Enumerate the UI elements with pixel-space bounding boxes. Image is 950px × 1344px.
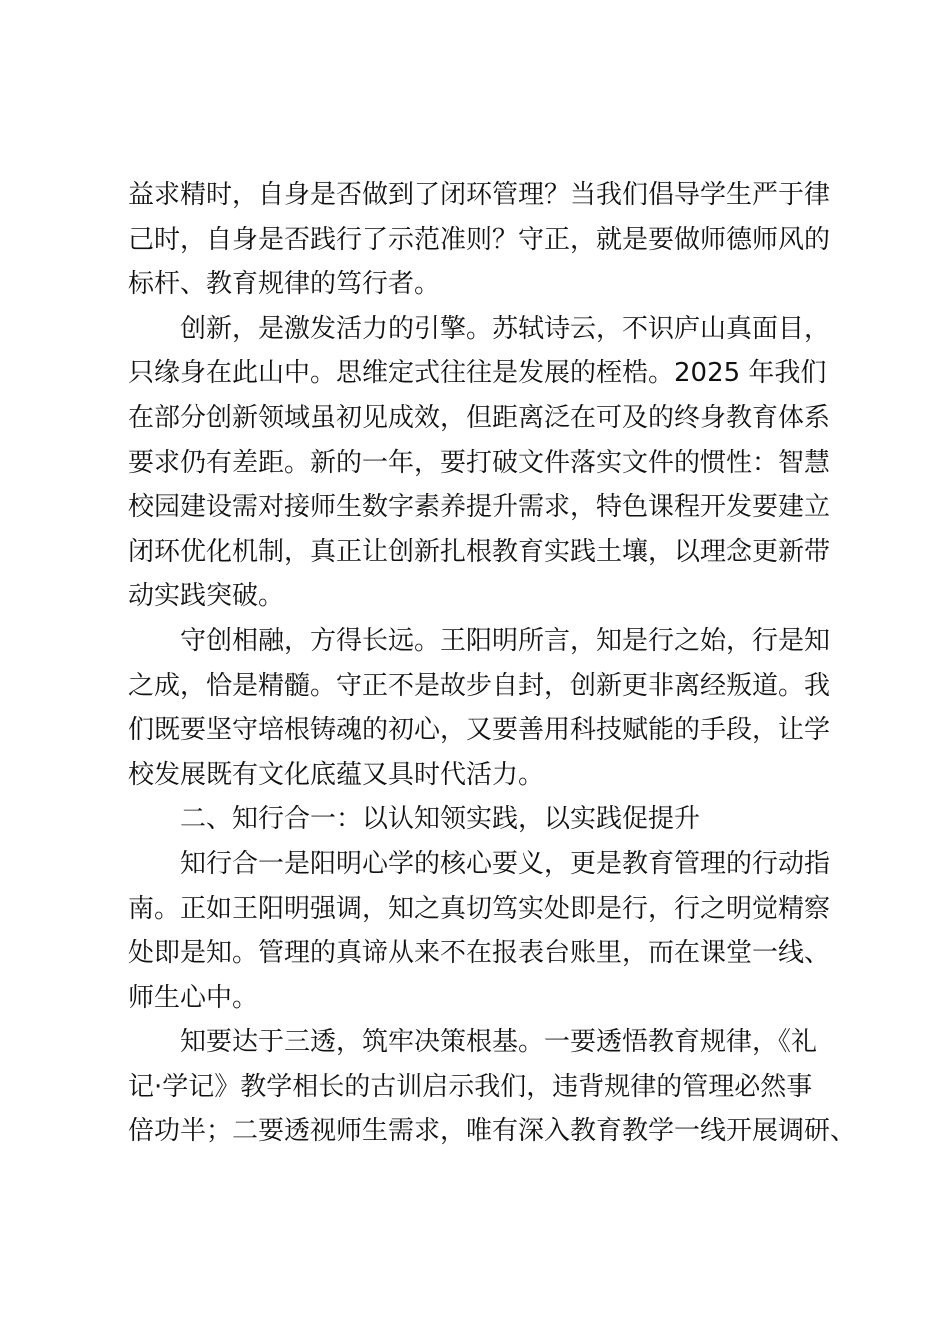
text-line: 校发展既有文化底蕴又具时代活力。 bbox=[128, 759, 545, 790]
text-line: 只缘身在此山中。思维定式往往是发展的桎梏。2025 年我们 bbox=[128, 358, 827, 389]
document-body bbox=[128, 173, 857, 1154]
text-line: 二、知行合一：以认知领实践，以实践促提升 bbox=[180, 804, 701, 835]
text-line: 标杆、教育规律的笃行者。 bbox=[128, 269, 441, 300]
text-line: 在部分创新领域虽初见成效，但距离泛在可及的终身教育体系 bbox=[128, 402, 831, 433]
text-line: 要求仍有差距。新的一年，要打破文件落实文件的惯性：智慧 bbox=[128, 447, 831, 478]
text-line: 守创相融，方得长远。王阳明所言，知是行之始，行是知 bbox=[180, 625, 831, 656]
text-line: 们既要坚守培根铸魂的初心，又要善用科技赋能的手段，让学 bbox=[128, 715, 831, 746]
text-line: 记·学记》教学相长的古训启示我们，违背规律的管理必然事 bbox=[128, 1071, 813, 1102]
text-line: 倍功半；二要透视师生需求，唯有深入教育教学一线开展调研、 bbox=[128, 1116, 857, 1147]
text-line: 创新，是激发活力的引擎。苏轼诗云，不识庐山真面目， bbox=[180, 313, 831, 344]
text-line: 闭环优化机制，真正让创新扎根教育实践土壤，以理念更新带 bbox=[128, 536, 831, 567]
text-line: 动实践突破。 bbox=[128, 581, 285, 612]
text-line: 之成，恰是精髓。守正不是故步自封，创新更非离经叛道。我 bbox=[128, 670, 831, 701]
text-line: 南。正如王阳明强调，知之真切笃实处即是行，行之明觉精察 bbox=[128, 893, 831, 924]
text-line: 益求精时，自身是否做到了闭环管理？当我们倡导学生严于律 bbox=[128, 180, 831, 210]
text-line: 知行合一是阳明心学的核心要义，更是教育管理的行动指 bbox=[180, 848, 831, 879]
text-line: 处即是知。管理的真谛从来不在报表台账里，而在课堂一线、 bbox=[128, 938, 831, 969]
text-line: 师生心中。 bbox=[128, 982, 259, 1013]
text-line: 己时，自身是否践行了示范准则？守正，就是要做师德师风的 bbox=[128, 224, 831, 255]
text-line: 知要达于三透，筑牢决策根基。一要透悟教育规律，《礼 bbox=[180, 1027, 818, 1058]
text-line: 校园建设需对接师生数字素养提升需求，特色课程开发要建立 bbox=[128, 492, 831, 523]
